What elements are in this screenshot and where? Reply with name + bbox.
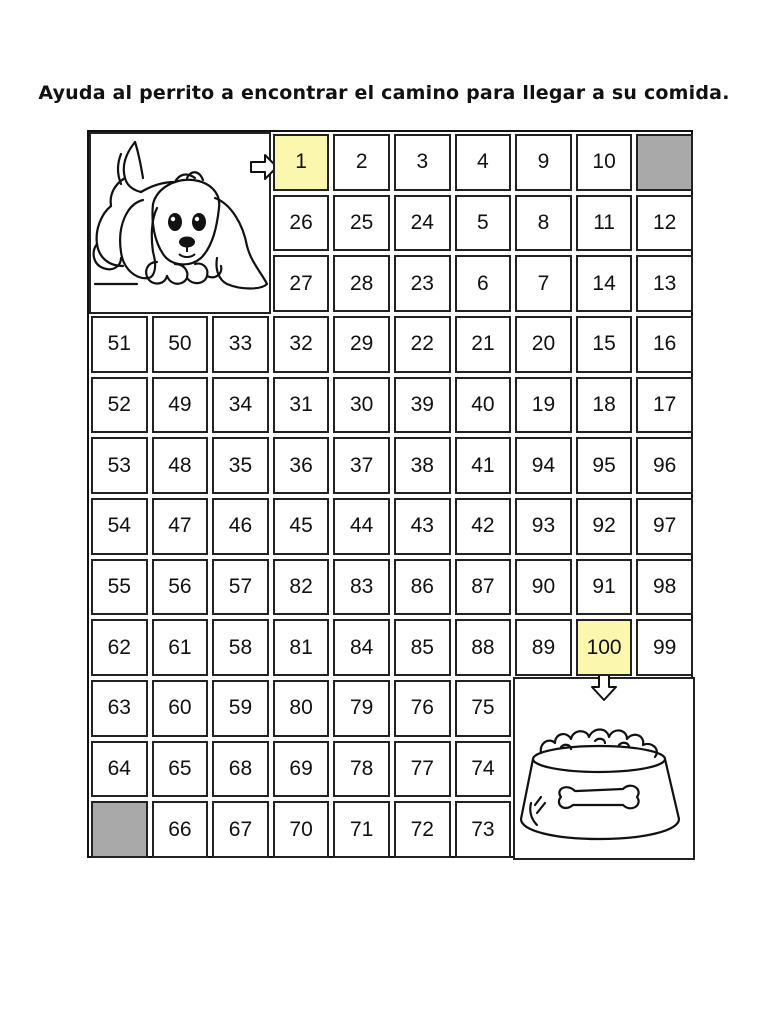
- maze-cell[interactable]: 49: [152, 377, 209, 434]
- maze-cell[interactable]: 78: [333, 741, 390, 798]
- maze-cell[interactable]: 98: [636, 559, 693, 616]
- maze-cell[interactable]: 36: [273, 437, 330, 494]
- maze-cell[interactable]: 63: [91, 680, 148, 737]
- blocked-cell[interactable]: [91, 801, 148, 858]
- maze-cell[interactable]: 68: [212, 741, 269, 798]
- maze-cell[interactable]: 30: [333, 377, 390, 434]
- maze-cell[interactable]: 79: [333, 680, 390, 737]
- maze-cell[interactable]: 75: [455, 680, 512, 737]
- maze-cell[interactable]: 44: [333, 498, 390, 555]
- maze-cell[interactable]: 35: [212, 437, 269, 494]
- maze-cell[interactable]: 97: [636, 498, 693, 555]
- maze-cell[interactable]: 2: [333, 134, 390, 191]
- maze-cell[interactable]: 18: [576, 377, 633, 434]
- maze-cell[interactable]: 85: [394, 619, 451, 676]
- maze-cell[interactable]: 76: [394, 680, 451, 737]
- maze-cell[interactable]: 27: [273, 255, 330, 312]
- maze-cell[interactable]: 3: [394, 134, 451, 191]
- maze-cell[interactable]: 93: [515, 498, 572, 555]
- maze-cell[interactable]: 4: [455, 134, 512, 191]
- maze-cell[interactable]: 41: [455, 437, 512, 494]
- maze-cell[interactable]: 17: [636, 377, 693, 434]
- maze-cell[interactable]: 46: [212, 498, 269, 555]
- maze-cell[interactable]: 88: [455, 619, 512, 676]
- maze-cell[interactable]: 34: [212, 377, 269, 434]
- maze-cell[interactable]: 5: [455, 195, 512, 252]
- maze-cell[interactable]: 28: [333, 255, 390, 312]
- maze-cell[interactable]: 65: [152, 741, 209, 798]
- page-title: Ayuda al perrito a encontrar el camino para llegar a su comida.: [38, 82, 730, 104]
- start-cell[interactable]: 1: [273, 134, 330, 191]
- blocked-cell[interactable]: [636, 134, 693, 191]
- maze-cell[interactable]: 60: [152, 680, 209, 737]
- number-maze-board: [87, 130, 693, 858]
- maze-cell[interactable]: 48: [152, 437, 209, 494]
- maze-cell[interactable]: 77: [394, 741, 451, 798]
- maze-cell[interactable]: 58: [212, 619, 269, 676]
- maze-cell[interactable]: 42: [455, 498, 512, 555]
- maze-cell[interactable]: 39: [394, 377, 451, 434]
- maze-cell[interactable]: 81: [273, 619, 330, 676]
- maze-cell[interactable]: 53: [91, 437, 148, 494]
- maze-cell[interactable]: 6: [455, 255, 512, 312]
- maze-cell[interactable]: 83: [333, 559, 390, 616]
- maze-cell[interactable]: 55: [91, 559, 148, 616]
- maze-cell[interactable]: 62: [91, 619, 148, 676]
- maze-cell[interactable]: 15: [576, 316, 633, 373]
- maze-cell[interactable]: 45: [273, 498, 330, 555]
- maze-cell[interactable]: 23: [394, 255, 451, 312]
- maze-cell[interactable]: 47: [152, 498, 209, 555]
- maze-cell[interactable]: 86: [394, 559, 451, 616]
- maze-cell[interactable]: 13: [636, 255, 693, 312]
- dog-picture-area: [89, 132, 271, 314]
- maze-cell[interactable]: 25: [333, 195, 390, 252]
- maze-cell[interactable]: 8: [515, 195, 572, 252]
- maze-cell[interactable]: 90: [515, 559, 572, 616]
- dog-food-bowl-icon: [515, 679, 693, 858]
- maze-cell[interactable]: 50: [152, 316, 209, 373]
- maze-cell[interactable]: 31: [273, 377, 330, 434]
- maze-cell[interactable]: 16: [636, 316, 693, 373]
- finish-cell[interactable]: 100: [576, 619, 633, 676]
- maze-cell[interactable]: 22: [394, 316, 451, 373]
- maze-cell[interactable]: 61: [152, 619, 209, 676]
- maze-cell[interactable]: 74: [455, 741, 512, 798]
- maze-cell[interactable]: 57: [212, 559, 269, 616]
- maze-cell[interactable]: 43: [394, 498, 451, 555]
- maze-cell[interactable]: 32: [273, 316, 330, 373]
- maze-cell[interactable]: 87: [455, 559, 512, 616]
- maze-cell[interactable]: 92: [576, 498, 633, 555]
- maze-cell[interactable]: 38: [394, 437, 451, 494]
- maze-cell[interactable]: 94: [515, 437, 572, 494]
- maze-cell[interactable]: 51: [91, 316, 148, 373]
- maze-cell[interactable]: 73: [455, 801, 512, 858]
- maze-cell[interactable]: 11: [576, 195, 633, 252]
- maze-cell[interactable]: 71: [333, 801, 390, 858]
- maze-cell[interactable]: 37: [333, 437, 390, 494]
- maze-cell[interactable]: 29: [333, 316, 390, 373]
- maze-cell[interactable]: 56: [152, 559, 209, 616]
- maze-cell[interactable]: 14: [576, 255, 633, 312]
- maze-cell[interactable]: 99: [636, 619, 693, 676]
- maze-cell[interactable]: 84: [333, 619, 390, 676]
- maze-cell[interactable]: 82: [273, 559, 330, 616]
- maze-cell[interactable]: 7: [515, 255, 572, 312]
- maze-cell[interactable]: 66: [152, 801, 209, 858]
- food-bowl-area: [513, 677, 695, 860]
- maze-cell[interactable]: 80: [273, 680, 330, 737]
- maze-cell[interactable]: 70: [273, 801, 330, 858]
- maze-cell[interactable]: 10: [576, 134, 633, 191]
- maze-cell[interactable]: 40: [455, 377, 512, 434]
- maze-cell[interactable]: 59: [212, 680, 269, 737]
- maze-cell[interactable]: 19: [515, 377, 572, 434]
- maze-cell[interactable]: 95: [576, 437, 633, 494]
- maze-cell[interactable]: 9: [515, 134, 572, 191]
- maze-cell[interactable]: 64: [91, 741, 148, 798]
- maze-cell[interactable]: 12: [636, 195, 693, 252]
- maze-cell[interactable]: 20: [515, 316, 572, 373]
- maze-cell[interactable]: 33: [212, 316, 269, 373]
- maze-cell[interactable]: 21: [455, 316, 512, 373]
- maze-cell[interactable]: 89: [515, 619, 572, 676]
- maze-cell[interactable]: 52: [91, 377, 148, 434]
- maze-cell[interactable]: 69: [273, 741, 330, 798]
- maze-cell[interactable]: 26: [273, 195, 330, 252]
- maze-cell[interactable]: 24: [394, 195, 451, 252]
- maze-cell[interactable]: 67: [212, 801, 269, 858]
- dog-illustration: [91, 134, 269, 312]
- down-arrow-icon: [589, 672, 619, 702]
- maze-cell[interactable]: 54: [91, 498, 148, 555]
- maze-cell[interactable]: 72: [394, 801, 451, 858]
- maze-cell[interactable]: 96: [636, 437, 693, 494]
- maze-cell[interactable]: 91: [576, 559, 633, 616]
